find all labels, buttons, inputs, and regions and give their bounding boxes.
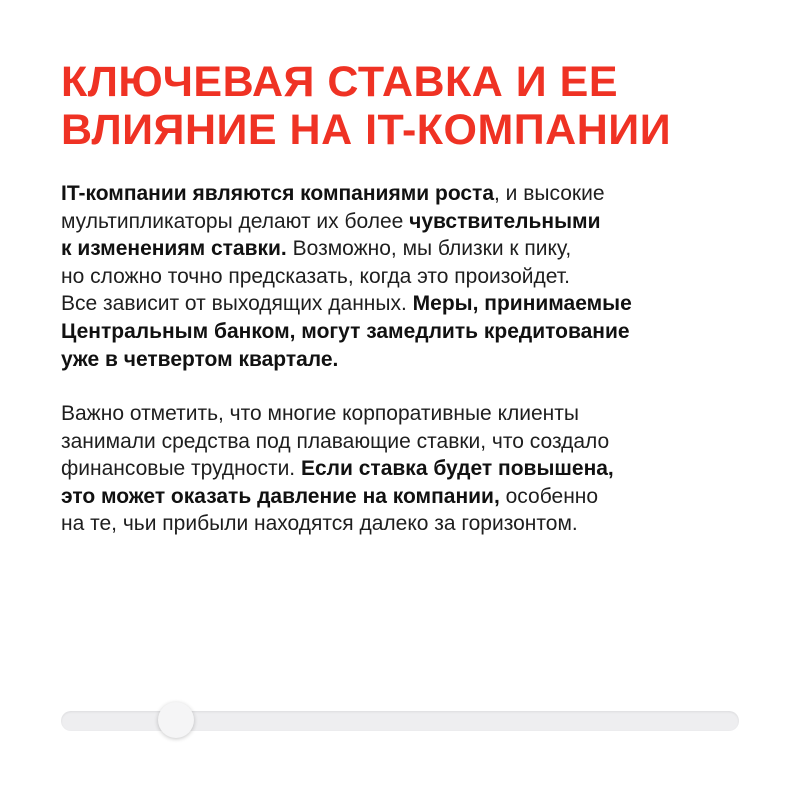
title-line: КЛЮЧЕВАЯ СТАВКА И ЕЕ <box>61 58 619 106</box>
text-segment: финансовые трудности. <box>61 457 301 481</box>
text-segment: занимали средства под плавающие ставки, что создало <box>61 429 610 453</box>
paragraph-line <box>61 263 761 291</box>
progress-slider[interactable] <box>61 711 739 731</box>
slider-thumb[interactable] <box>158 702 194 738</box>
text-segment: , и высокие <box>494 182 605 205</box>
bold-text: Если ставка будет повышена, <box>300 457 614 481</box>
paragraph-2 <box>61 400 761 538</box>
bold-text: Меры, принимаемые <box>412 292 632 316</box>
text-segment: Все зависит от выходящих данных. <box>61 292 413 316</box>
bold-text: Центральным банком, могут замедлить кредитование <box>61 319 630 343</box>
bold-text: уже в четвертом квартале. <box>61 347 339 371</box>
paragraph-line <box>61 346 761 374</box>
paragraph-1 <box>61 180 761 373</box>
paragraph-line <box>61 455 761 483</box>
bold-text: чувствительными <box>409 209 601 233</box>
paragraph-line <box>61 235 761 263</box>
paragraph-line <box>61 318 761 346</box>
text-segment: Возможно, мы близки к пику, <box>286 237 572 261</box>
paragraph-line <box>61 290 761 318</box>
text-segment: особенно <box>499 484 599 508</box>
paragraph-line <box>61 208 761 236</box>
text-segment: мультипликаторы делают их более <box>61 209 410 233</box>
paragraph-line <box>61 428 761 456</box>
text-segment: Важно отметить, что многие корпоративные клиенты <box>61 402 579 425</box>
paragraph-line <box>61 483 761 511</box>
title-line: ВЛИЯНИЕ НА IT-КОМПАНИИ <box>61 106 672 154</box>
bold-text: к изменениям ставки. <box>61 237 287 261</box>
page-title <box>61 58 761 154</box>
text-segment: но сложно точно предсказать, когда это произойдет. <box>61 264 570 288</box>
bold-text: это может оказать давление на компании, <box>61 484 500 508</box>
paragraph-line <box>61 510 761 538</box>
paragraph-line <box>61 400 761 428</box>
bold-text: IT-компании являются компаниями роста <box>61 182 495 205</box>
paragraph-line <box>61 180 761 208</box>
text-segment: на те, чьи прибыли находятся далеко за горизонтом. <box>61 512 578 536</box>
